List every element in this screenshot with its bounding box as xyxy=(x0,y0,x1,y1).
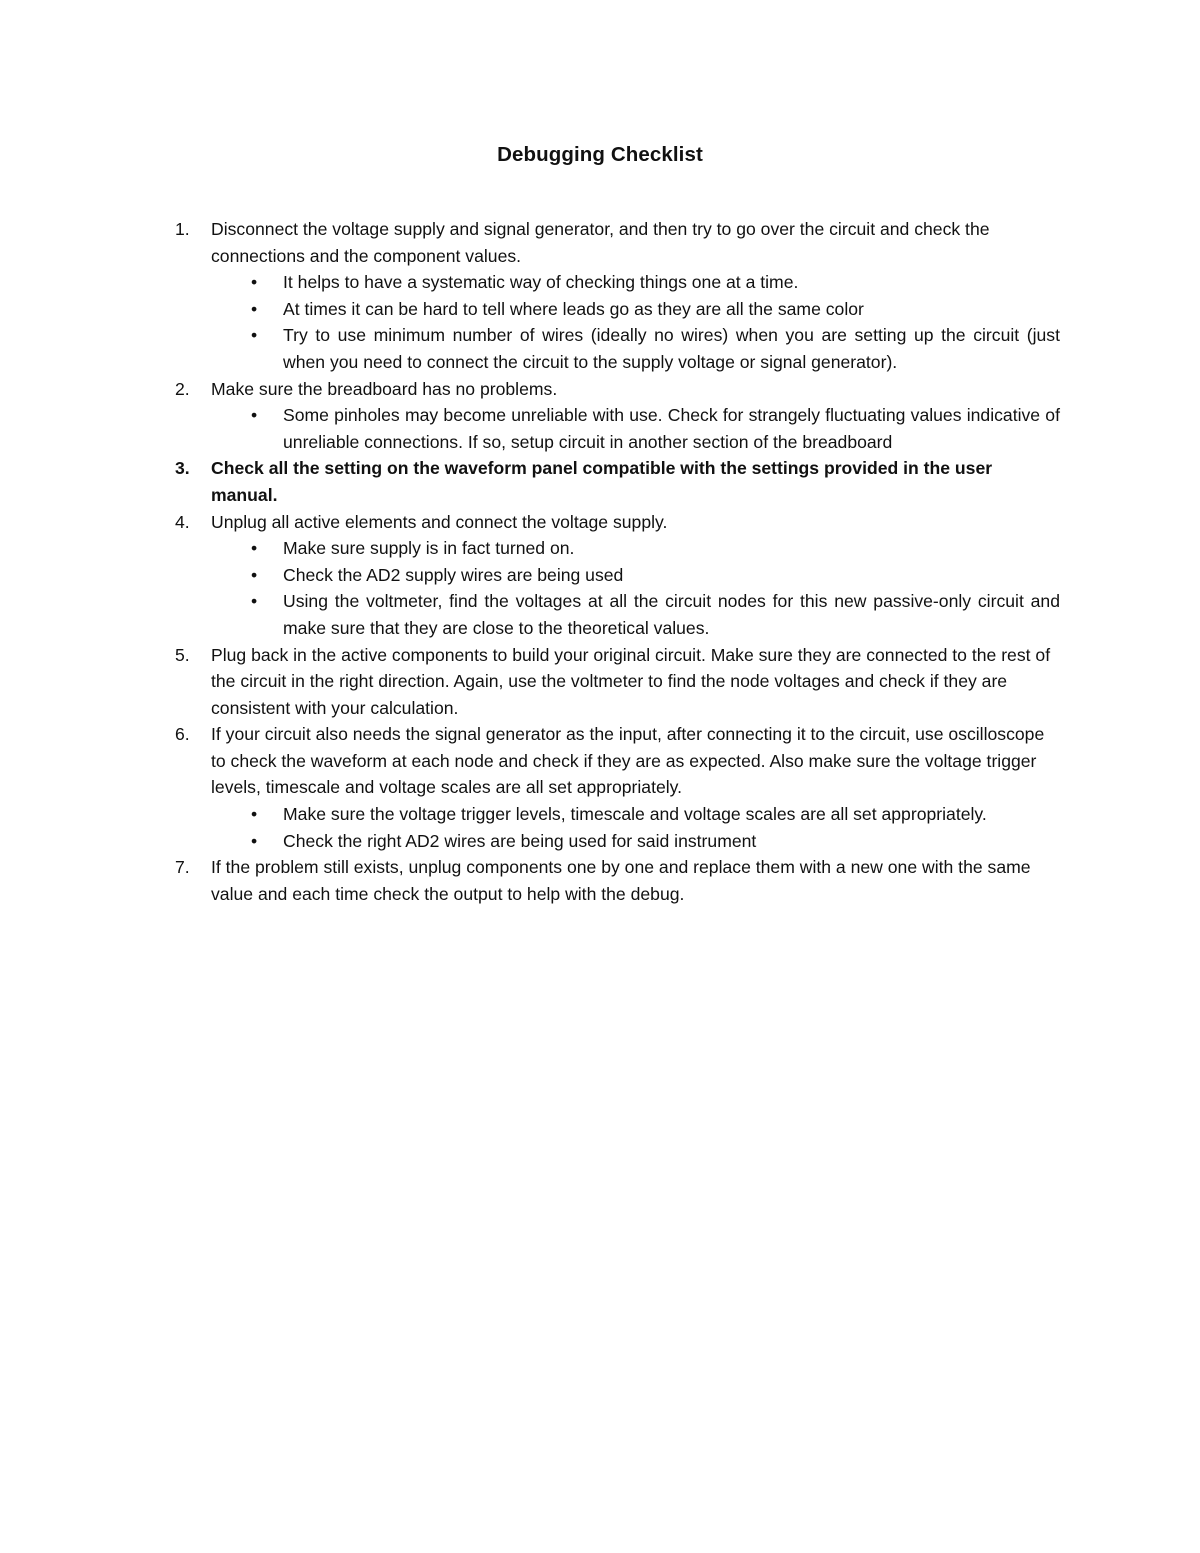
page-title: Debugging Checklist xyxy=(497,143,703,166)
step-bullets xyxy=(211,801,1060,854)
bullet-icon: • xyxy=(251,830,258,851)
bullet-item xyxy=(211,322,1060,375)
bullet-text: It helps to have a systematic way of checking things one at a time. xyxy=(283,272,799,293)
checklist-step xyxy=(175,216,1060,376)
bullet-item xyxy=(211,801,1060,828)
bullet-item xyxy=(211,828,1060,855)
step-number: 6. xyxy=(175,724,190,745)
step-number: 7. xyxy=(175,857,190,878)
step-bullets xyxy=(211,269,1060,375)
bullet-icon: • xyxy=(251,405,258,426)
step-bullets xyxy=(211,535,1060,641)
step-number: 5. xyxy=(175,644,190,665)
checklist-steps xyxy=(175,216,1060,907)
step-text: Check all the setting on the waveform panel compatible with the settings provided in the user manual. xyxy=(211,458,993,505)
bullet-item xyxy=(211,402,1060,455)
bullet-text: Check the AD2 supply wires are being used xyxy=(283,564,624,585)
bullet-text: Try to use minimum number of wires (ideally no wires) when you are setting up the circuit (just when you need to connect the circuit to the supply voltage or signal generator). xyxy=(283,325,1060,372)
bullet-item xyxy=(211,296,1060,323)
step-text: If your circuit also needs the signal generator as the input, after connecting it to the circuit, use oscilloscope to check the waveform at each node and check if they are as expected. Also make sure the voltage trigger levels, timescale and voltage scales are all set appropriately. xyxy=(211,724,1045,798)
step-number: 3. xyxy=(175,458,190,479)
step-text: Make sure the breadboard has no problems. xyxy=(211,378,558,399)
bullet-icon: • xyxy=(251,298,258,319)
bullet-text: Make sure the voltage trigger levels, timescale and voltage scales are all set appropriately. xyxy=(283,804,987,825)
checklist-body xyxy=(175,216,1060,907)
step-text: If the problem still exists, unplug components one by one and replace them with a new one with the same value and each time check the output to help with the debug. xyxy=(211,857,1031,904)
step-text: Plug back in the active components to build your original circuit. Make sure they are connected to the rest of the circuit in the right direction. Again, use the voltmeter to find the node voltages and check if they are consistent with your calculation. xyxy=(211,644,1051,718)
step-bullets xyxy=(211,402,1060,455)
bullet-icon: • xyxy=(251,591,258,612)
bullet-text: At times it can be hard to tell where leads go as they are all the same color xyxy=(283,298,864,319)
bullet-item xyxy=(211,562,1060,589)
bullet-item xyxy=(211,535,1060,562)
bullet-icon: • xyxy=(251,272,258,293)
bullet-icon: • xyxy=(251,804,258,825)
checklist-step xyxy=(175,376,1060,456)
step-text: Disconnect the voltage supply and signal generator, and then try to go over the circuit and check the connections and the component values. xyxy=(211,219,990,266)
bullet-item xyxy=(211,269,1060,296)
bullet-icon: • xyxy=(251,538,258,559)
checklist-step xyxy=(175,455,1060,508)
bullet-text: Make sure supply is in fact turned on. xyxy=(283,538,575,559)
bullet-item xyxy=(211,588,1060,641)
bullet-icon: • xyxy=(251,325,258,346)
step-number: 4. xyxy=(175,511,190,532)
step-number: 2. xyxy=(175,378,190,399)
checklist-step xyxy=(175,854,1060,907)
checklist-step xyxy=(175,509,1060,642)
bullet-icon: • xyxy=(251,564,258,585)
checklist-step xyxy=(175,642,1060,722)
checklist-step xyxy=(175,721,1060,854)
step-text: Unplug all active elements and connect the voltage supply. xyxy=(211,511,668,532)
bullet-text: Some pinholes may become unreliable with use. Check for strangely fluctuating values indicative of unreliable connections. If so, setup circuit in another section of the breadboard xyxy=(283,405,1060,452)
bullet-text: Check the right AD2 wires are being used for said instrument xyxy=(283,830,757,851)
bullet-text: Using the voltmeter, find the voltages at all the circuit nodes for this new passive-only circuit and make sure that they are close to the theoretical values. xyxy=(283,591,1060,638)
step-number: 1. xyxy=(175,219,190,239)
